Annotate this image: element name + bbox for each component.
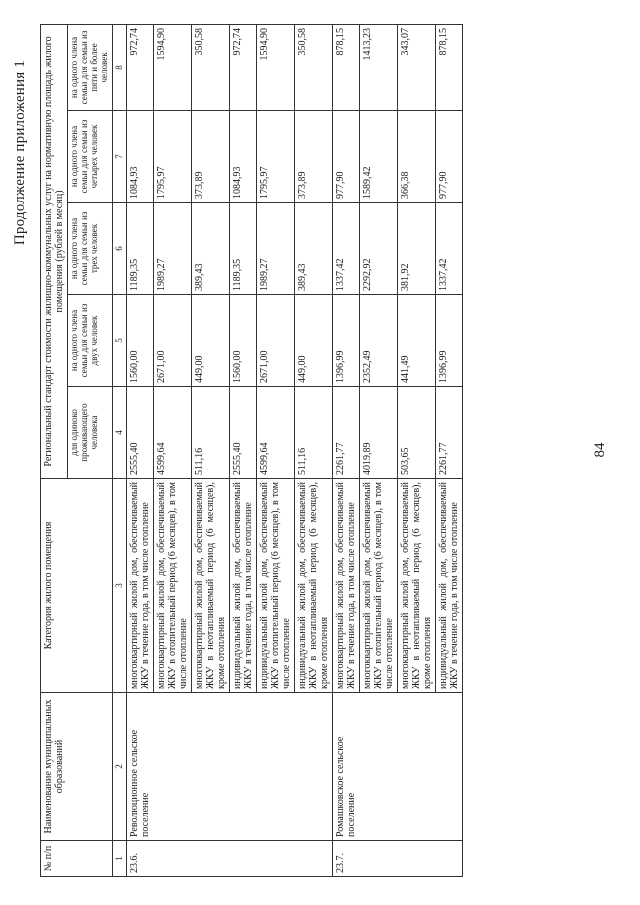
col-number: 4: [112, 387, 127, 479]
housing-category: индивидуальный жилой дом, обеспечиваемый ЖКУ в течение года, в том числе отопление: [230, 479, 257, 693]
col-header-sub-4: на одного члена семьи для семьи из четырех человек: [68, 111, 113, 203]
standard-value: 511,16: [295, 387, 333, 479]
standard-value: 1560,00: [230, 295, 257, 387]
standard-value: 449,00: [192, 295, 230, 387]
housing-category: многоквартирный жилой дом, обеспечиваемый ЖКУ в неотапливаемый период (6 месяцев), кроме отопления: [192, 479, 230, 693]
col-header-sub-2: на одного члена семьи для семьи из двух человек: [68, 295, 113, 387]
col-number: 5: [112, 295, 127, 387]
municipality-name: Революционное сельское поселение: [127, 693, 333, 841]
standard-value: 2352,49: [360, 295, 398, 387]
standards-table: [40, 24, 463, 877]
standard-value: 366,38: [398, 111, 436, 203]
standard-value: 977,90: [333, 111, 360, 203]
housing-category: многоквартирный жилой дом, обеспечиваемый ЖКУ в неотапливаемый период (6 месяцев), кроме отопления: [398, 479, 436, 693]
standard-value: 2671,00: [154, 295, 192, 387]
col-header-sub-3: на одного члена семьи для семьи из трех человек: [68, 203, 113, 295]
housing-category: многоквартирный жилой дом, обеспечиваемый ЖКУ в течение года, в том числе отопление: [333, 479, 360, 693]
housing-category: многоквартирный жилой дом, обеспечиваемый ЖКУ в отопительный период (6 месяцев), в том числе отопление: [154, 479, 192, 693]
col-number: 2: [112, 693, 127, 841]
col-number: 1: [112, 841, 127, 877]
standard-value: 977,90: [436, 111, 463, 203]
housing-category: индивидуальный жилой дом, обеспечиваемый ЖКУ в течение года, в том числе отопление: [436, 479, 463, 693]
row-number: 23.7.: [333, 841, 463, 877]
col-number: 6: [112, 203, 127, 295]
standard-value: 1084,93: [230, 111, 257, 203]
standard-value: 2292,92: [360, 203, 398, 295]
col-header-municipality: Наименование муниципальных образований: [41, 693, 113, 841]
standard-value: 389,43: [295, 203, 333, 295]
standard-value: 972,74: [127, 24, 154, 110]
row-number: 23.6.: [127, 841, 333, 877]
standard-value: 4599,64: [154, 387, 192, 479]
standard-value: 1594,90: [154, 24, 192, 110]
col-header-group: Региональный стандарт стоимости жилищно-коммунальных услуг на нормативную площадь жилого помещения (рублей в месяц): [41, 24, 68, 478]
table-row: [127, 24, 154, 876]
standard-value: 373,89: [192, 111, 230, 203]
standard-value: 4019,89: [360, 387, 398, 479]
housing-category: многоквартирный жилой дом, обеспечиваемый ЖКУ в течение года, в том числе отопление: [127, 479, 154, 693]
standard-value: 1413,23: [360, 24, 398, 110]
housing-category: индивидуальный жилой дом, обеспечиваемый ЖКУ в неотапливаемый период (6 месяцев), кроме отопления: [295, 479, 333, 693]
standard-value: 389,43: [192, 203, 230, 295]
standard-value: 1989,27: [154, 203, 192, 295]
col-number: 8: [112, 24, 127, 110]
col-header-no: № п/п: [41, 841, 113, 877]
continuation-heading: Продолжение приложения 1: [12, 60, 28, 246]
col-header-sub-5: на одного члена семьи для семьи из пяти и более человек: [68, 24, 113, 110]
col-number: 7: [112, 111, 127, 203]
housing-category: многоквартирный жилой дом, обеспечиваемый ЖКУ в отопительный период (6 месяцев), в том числе отопление: [360, 479, 398, 693]
table-row: [333, 24, 360, 876]
standard-value: 1560,00: [127, 295, 154, 387]
standard-value: 441,49: [398, 295, 436, 387]
municipality-name: Ромашковское сельское поселение: [333, 693, 463, 841]
housing-category: индивидуальный жилой дом, обеспечиваемый ЖКУ в отопительный период (6 месяцев), в том числе отопление: [257, 479, 295, 693]
col-header-category: Категория жилого помещения: [41, 479, 113, 693]
standard-value: 2555,40: [230, 387, 257, 479]
standard-value: 2261,77: [436, 387, 463, 479]
table-body: [127, 24, 463, 876]
page-number: 84: [592, 442, 608, 458]
standard-value: 1084,93: [127, 111, 154, 203]
standard-value: 1795,97: [257, 111, 295, 203]
standard-value: 878,15: [436, 24, 463, 110]
standard-value: 972,74: [230, 24, 257, 110]
standard-value: 511,16: [192, 387, 230, 479]
standard-value: 1795,97: [154, 111, 192, 203]
standard-value: 1594,90: [257, 24, 295, 110]
standard-value: 4599,64: [257, 387, 295, 479]
standard-value: 381,92: [398, 203, 436, 295]
standard-value: 878,15: [333, 24, 360, 110]
standard-value: 2671,00: [257, 295, 295, 387]
standard-value: 1189,35: [230, 203, 257, 295]
standard-value: 1589,42: [360, 111, 398, 203]
col-header-sub-1: для одиноко проживающего человека: [68, 387, 113, 479]
standard-value: 1189,35: [127, 203, 154, 295]
standard-value: 503,65: [398, 387, 436, 479]
standard-value: 1396,99: [333, 295, 360, 387]
col-number: 3: [112, 479, 127, 693]
standard-value: 373,89: [295, 111, 333, 203]
standard-value: 1989,27: [257, 203, 295, 295]
standard-value: 350,58: [192, 24, 230, 110]
standard-value: 2261,77: [333, 387, 360, 479]
standard-value: 1337,42: [436, 203, 463, 295]
standard-value: 1337,42: [333, 203, 360, 295]
standard-value: 2555,40: [127, 387, 154, 479]
standard-value: 350,58: [295, 24, 333, 110]
standard-value: 449,00: [295, 295, 333, 387]
standard-value: 343,07: [398, 24, 436, 110]
standard-value: 1396,99: [436, 295, 463, 387]
